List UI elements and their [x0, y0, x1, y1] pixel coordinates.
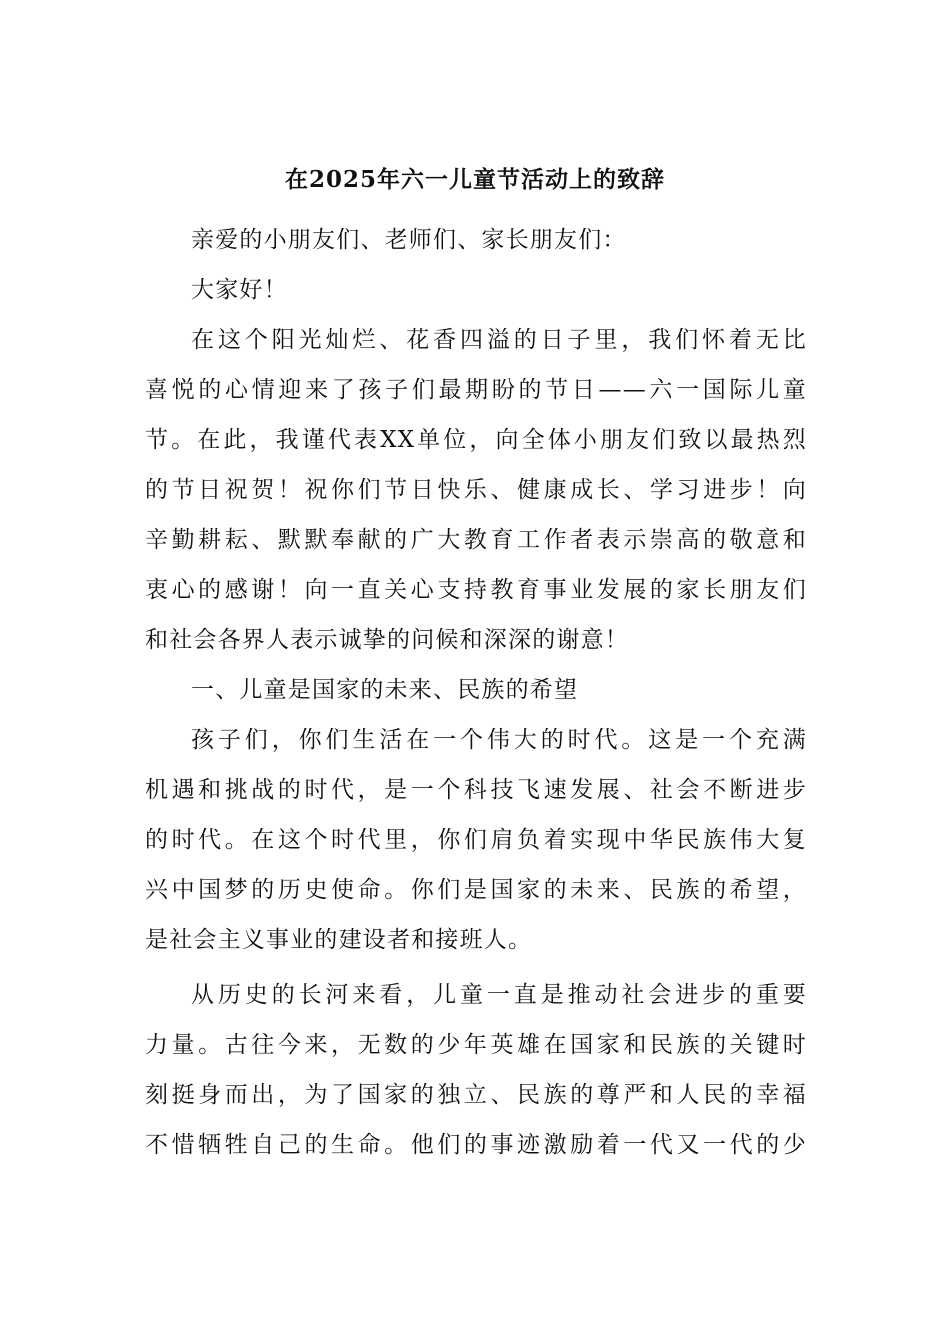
paragraph-line: 从历史的长河来看，儿童一直是推动社会进步的重要	[191, 982, 807, 1008]
greeting: 大家好！	[191, 277, 288, 303]
paragraph-line: 机遇和挑战的时代，是一个科技飞速发展、社会不断进步	[145, 777, 807, 803]
paragraph-line: 不惜牺牲自己的生命。他们的事迹激励着一代又一代的少	[145, 1132, 807, 1158]
paragraph-line: 在这个阳光灿烂、花香四溢的日子里，我们怀着无比	[191, 327, 807, 353]
paragraph-line: 力量。古往今来，无数的少年英雄在国家和民族的关键时	[145, 1032, 807, 1058]
paragraph-2	[145, 715, 807, 965]
paragraph-line: 节。在此，我谨代表XX单位，向全体小朋友们致以最热烈	[145, 427, 807, 453]
document-title: 在2025年六一儿童节活动上的致辞	[284, 166, 665, 193]
paragraph-line: 的时代。在这个时代里，你们肩负着实现中华民族伟大复	[145, 827, 807, 853]
paragraph-line: 和社会各界人表示诚挚的问候和深深的谢意！	[145, 627, 629, 653]
document-body	[145, 215, 807, 1170]
paragraph-1	[145, 315, 807, 665]
salutation: 亲爱的小朋友们、老师们、家长朋友们：	[191, 227, 627, 253]
paragraph-line: 的节日祝贺！祝你们节日快乐、健康成长、学习进步！向	[145, 477, 807, 503]
paragraph-3	[145, 970, 807, 1170]
section-heading-1: 一、儿童是国家的未来、民族的希望	[191, 677, 579, 703]
paragraph-line: 兴中国梦的历史使命。你们是国家的未来、民族的希望，	[145, 877, 807, 903]
paragraph-line: 辛勤耕耘、默默奉献的广大教育工作者表示崇高的敬意和	[145, 527, 807, 553]
paragraph-line: 衷心的感谢！向一直关心支持教育事业发展的家长朋友们	[145, 577, 807, 603]
paragraph-line: 刻挺身而出，为了国家的独立、民族的尊严和人民的幸福	[145, 1082, 807, 1108]
paragraph-line: 是社会主义事业的建设者和接班人。	[145, 927, 533, 953]
paragraph-line: 孩子们，你们生活在一个伟大的时代。这是一个充满	[191, 727, 807, 753]
paragraph-line: 喜悦的心情迎来了孩子们最期盼的节日——六一国际儿童	[145, 377, 807, 403]
